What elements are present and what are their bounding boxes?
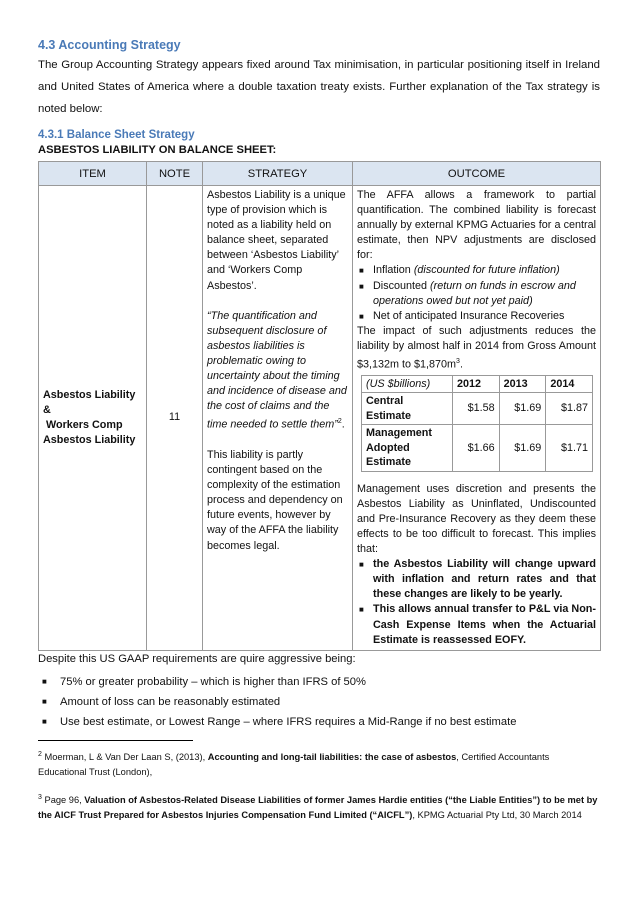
- table-row: [39, 186, 601, 651]
- estimate-header-label: 2014: [550, 377, 575, 390]
- outcome-intro: The AFFA allows a framework to partial quantification. The combined liability is forecast annually by external KPMG Actuaries for a central estimate, then NPV adjustments are disclosed for:: [357, 189, 596, 262]
- estimate-header: [499, 375, 546, 393]
- bullet-italic: (return on funds in escrow and operations owed but not yet paid): [373, 279, 576, 307]
- strategy-cell: [203, 186, 353, 651]
- outcome-cell: [353, 186, 601, 651]
- estimate-header-label: 2013: [503, 377, 528, 390]
- bullet-text: Discounted: [373, 279, 431, 292]
- note-cell: 11: [147, 186, 203, 651]
- estimate-table: [361, 375, 593, 472]
- estimate-header-label: 2012: [457, 377, 482, 390]
- document-page: [38, 36, 600, 833]
- item-line: Workers Comp: [46, 418, 123, 431]
- table-title: ASBESTOS LIABILITY ON BALANCE SHEET:: [38, 144, 277, 156]
- estimate-label-text: Management Adopted Estimate: [366, 427, 432, 469]
- list-item: ■ Amount of loss can be reasonably estimated: [38, 692, 600, 712]
- footnote-text: Moerman, L & Van Der Laan S, (2013),: [41, 751, 208, 762]
- header-strategy: STRATEGY: [203, 162, 353, 186]
- estimate-value: $1.58: [453, 393, 500, 425]
- estimate-value: $1.69: [499, 393, 546, 425]
- header-note: NOTE: [147, 162, 203, 186]
- item-line: &: [43, 403, 51, 416]
- footnote: [38, 790, 600, 823]
- list-item: [357, 309, 596, 324]
- list-item: [357, 263, 596, 278]
- bullet-text: Inflation: [373, 264, 414, 277]
- estimate-label: [362, 425, 453, 472]
- footnote-text: , Certified Accountants Educational Trust (London),: [38, 751, 550, 777]
- bullet-italic: (discounted for future inflation): [413, 264, 560, 277]
- list-item: ■ 75% or greater probability – which is higher than IFRS of 50%: [38, 672, 600, 692]
- footnote: [38, 747, 600, 780]
- item-line: Asbestos Liability: [43, 388, 136, 401]
- after-table-text: Despite this US GAAP requirements are quire aggressive being:: [38, 652, 356, 665]
- adjustment-list: [357, 263, 596, 323]
- estimate-header: [362, 375, 453, 393]
- footnote-number: 3: [38, 793, 42, 801]
- header-item: ITEM: [39, 162, 147, 186]
- implication-list: [357, 557, 596, 648]
- section-paragraph: The Group Accounting Strategy appears fixed around Tax minimisation, in particular positioning itself in Ireland and United States of America where a double taxation treaty exists. Further explanation of the Tax strategy is noted below:: [38, 59, 600, 115]
- impact-end: .: [459, 358, 463, 371]
- footnote-ref: 2: [337, 418, 342, 426]
- estimate-label: [362, 393, 453, 425]
- footnote-title: Accounting and long-tail liabilities: the case of asbestos: [207, 751, 457, 762]
- estimate-row: [362, 393, 593, 425]
- impact-text: The impact of such adjustments reduces the liability by almost half in 2014 from Gross Amount $3,132m to $1,870m: [357, 324, 596, 371]
- estimate-value: $1.69: [499, 425, 546, 472]
- estimate-value: $1.71: [546, 425, 593, 472]
- estimate-header: [453, 375, 500, 393]
- footnote-title: Valuation of Asbestos-Related Disease Liabilities of former James Hardie entities (“the Liable Entities”) to be met by the AICF Trust Prepared for Asbestos Injuries Compensation Fund Limited (“AICFL”): [38, 794, 598, 820]
- outcome-impact: [357, 324, 596, 373]
- asbestos-liability-table: [38, 161, 601, 651]
- estimate-header-label: (US $billions): [366, 377, 431, 390]
- estimate-value: $1.87: [546, 393, 593, 425]
- footnote-number: 2: [38, 750, 42, 758]
- footnote-text: Page 96,: [41, 794, 85, 805]
- bullet-bold-text: This allows annual transfer to P&L via Non-Cash Expense Items when the Actuarial Estimate is reassessed EOFY.: [373, 603, 596, 646]
- section-heading: 4.3 Accounting Strategy: [38, 38, 181, 52]
- list-item: [357, 279, 596, 309]
- bullet-bold-text: the Asbestos Liability will change upward with inflation and return rates and that these changes are likely to be yearly.: [373, 558, 596, 601]
- strategy-paragraph: This liability is partly contingent based on the complexity of the estimation process and dependency on future events, however by way of the AFFA the liability becomes legal.: [207, 449, 343, 552]
- list-item: [357, 557, 596, 602]
- list-item: [357, 602, 596, 647]
- estimate-header: [546, 375, 593, 393]
- estimate-label-text: Central Estimate: [366, 395, 412, 422]
- estimate-value: $1.66: [453, 425, 500, 472]
- strategy-paragraph: Asbestos Liability is a unique type of provision which is noted as a liability held on balance sheet, separated between ‘Asbestos Liability’ and ‘Workers Comp Asbestos’.: [207, 189, 346, 292]
- item-line: Asbestos Liability: [43, 433, 136, 446]
- strategy-quote: [207, 309, 348, 433]
- requirements-list: [38, 672, 600, 732]
- header-outcome: OUTCOME: [353, 162, 601, 186]
- quote-end: .: [341, 418, 345, 431]
- quote-text: “The quantification and subsequent disclosure of asbestos liabilities is problematic owing to uncertainty about the timing and incidence of disease and the cost of claims and the time needed to settle them”: [207, 309, 347, 431]
- footnote-text: , KPMG Actuarial Pty Ltd, 30 March 2014: [412, 809, 582, 820]
- estimate-row: [362, 425, 593, 472]
- list-item: ■ Use best estimate, or Lowest Range – where IFRS requires a Mid-Range if no best estimate: [38, 712, 600, 732]
- subsection-heading: 4.3.1 Balance Sheet Strategy: [38, 129, 195, 141]
- table-header-row: [39, 162, 601, 186]
- footnote-ref: 3: [456, 358, 460, 366]
- estimate-header-row: [362, 375, 593, 393]
- bullet-text: Net of anticipated Insurance Recoveries: [373, 309, 565, 322]
- outcome-management: Management uses discretion and presents the Asbestos Liability as Uninflated, Undiscounted and Pre-Insurance Recovery as they deem these effects to be too difficult to forecast. This implies that:: [357, 482, 596, 556]
- item-cell: [39, 186, 147, 651]
- footnote-divider: [38, 740, 193, 741]
